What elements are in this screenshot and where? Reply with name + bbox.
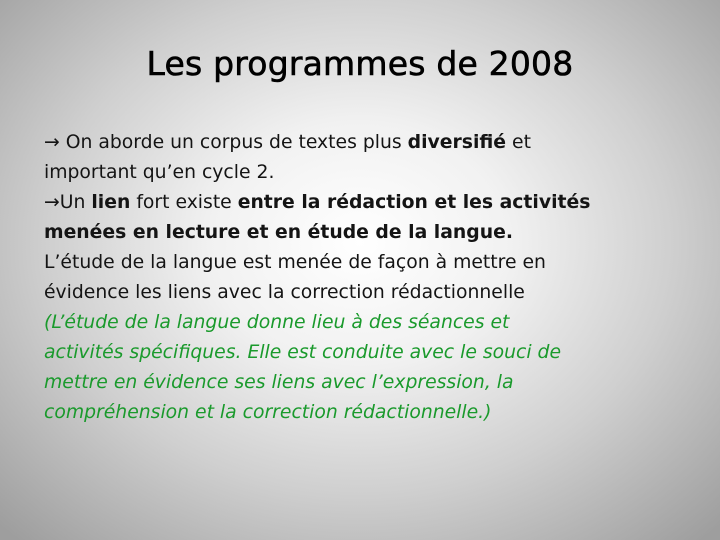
paragraph-line: évidence les liens avec la correction rédactionnelle [44, 282, 525, 303]
text-run: → On aborde un corpus de textes plus [44, 132, 408, 153]
green-italic-line: compréhension et la correction rédactionnelle.) [44, 402, 492, 423]
paragraph-link [44, 188, 674, 248]
paragraph-line: important qu’en cycle 2. [44, 162, 275, 183]
paragraph-corpus [44, 128, 674, 188]
paragraph-line [44, 128, 674, 158]
paragraph-language-study [44, 248, 674, 428]
paragraph-line: L’étude de la langue est menée de façon à mettre en [44, 252, 546, 273]
green-italic-line: (L’étude de la langue donne lieu à des séances et [44, 312, 510, 333]
text-run: →Un [44, 192, 92, 213]
bold-text-run: entre la rédaction et les activités [237, 192, 591, 213]
green-italic-line: activités spécifiques. Elle est conduite avec le souci de [44, 342, 562, 363]
slide-title: Les programmes de 2008 [146, 44, 574, 83]
slide-body [44, 128, 674, 428]
bold-text-run: diversifié [407, 132, 507, 153]
text-run: et [506, 132, 531, 153]
text-run: fort existe [130, 192, 238, 213]
green-italic-line: mettre en évidence ses liens avec l’expression, la [44, 372, 514, 393]
paragraph-line: menées en lecture et en étude de la langue. [44, 222, 513, 243]
bold-text-run: lien [91, 192, 131, 213]
paragraph-line [44, 188, 674, 218]
